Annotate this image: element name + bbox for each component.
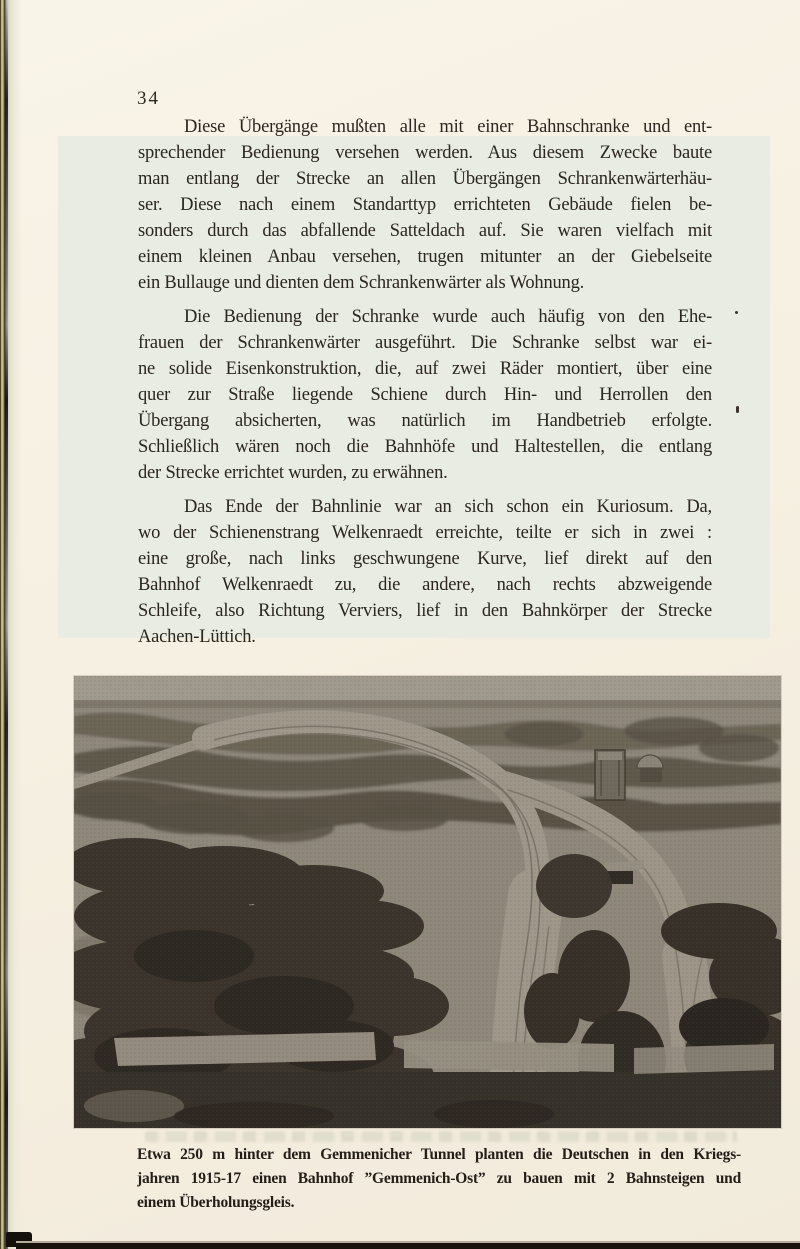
text-line: Das Ende der Bahnlinie war an sich schon ein Kuriosum. Da,	[184, 497, 712, 517]
text-line: sprechender Bedienung versehen werden. Aus diesem Zwecke baute	[138, 143, 712, 163]
text-line: Diese Übergänge mußten alle mit einer Bahnschranke und ent-	[184, 117, 712, 137]
text-line: quer zur Straße liegende Schiene durch Hin- und Herrollen den	[138, 385, 712, 405]
text-line: Schleife, also Richtung Verviers, lief in den Bahnkörper der Strecke	[138, 601, 712, 621]
photo-caption	[137, 1143, 741, 1215]
text-line: ne solide Eisenkonstruktion, die, auf zwei Räder montiert, über eine	[138, 359, 712, 379]
caption-line: Etwa 250 m hinter dem Gemmenicher Tunnel planten die Deutschen in den Kriegs-	[137, 1146, 741, 1163]
paragraph-3	[138, 494, 712, 650]
show-through-text-ghost	[145, 1131, 737, 1142]
photo-image	[74, 676, 781, 1128]
text-line: ser. Diese nach einem Standarttyp errichteten Gebäude fielen be-	[138, 195, 712, 215]
body-text	[138, 114, 712, 650]
text-line: Die Bedienung der Schranke wurde auch häufig von den Ehe-	[184, 307, 712, 327]
text-line: Bahnhof Welkenraedt zu, die andere, nach rechts abzweigende	[138, 575, 712, 595]
grain-texture	[74, 676, 781, 1128]
ink-speck	[735, 311, 738, 314]
text-line: einem kleinen Anbau versehen, trugen mitunter an der Giebelseite	[138, 247, 712, 267]
text-line: der Strecke errichtet wurden, zu erwähnen.	[138, 463, 448, 483]
text-line: ein Bullauge und dienten dem Schrankenwärter als Wohnung.	[138, 273, 585, 293]
caption-line: einem Überholungsgleis.	[137, 1194, 295, 1211]
text-line: Schließlich wären noch die Bahnhöfe und Haltestellen, die entlang	[138, 437, 712, 457]
text-line: sonders durch das abfallende Satteldach auf. Sie waren vielfach mit	[138, 221, 712, 241]
paragraph-1	[138, 114, 712, 296]
ink-speck	[736, 406, 739, 413]
page-number: 34	[137, 88, 160, 109]
text-line: Aachen-Lüttich.	[138, 627, 256, 647]
text-line: wo der Schienenstrang Welkenraedt erreichte, teilte er sich in zwei :	[138, 523, 712, 543]
book-spine-edge	[0, 0, 22, 1249]
text-line: frauen der Schrankenwärter ausgeführt. Die Schranke selbst war ei-	[138, 333, 712, 353]
caption-line: jahren 1915-17 einen Bahnhof ”Gemmenich-Ost” zu bauen mit 2 Bahnsteigen und	[137, 1170, 741, 1187]
photo-aerial-railway-junction	[74, 676, 781, 1128]
paragraph-2	[138, 304, 712, 486]
text-line: eine große, nach links geschwungene Kurve, lief direkt auf den	[138, 549, 712, 569]
text-line: man entlang der Strecke an allen Übergängen Schrankenwärterhäu-	[138, 169, 712, 189]
scan-bottom-edge	[16, 1243, 800, 1249]
text-line: Übergang absicherten, was natürlich im Handbetrieb erfolgte.	[138, 411, 712, 431]
